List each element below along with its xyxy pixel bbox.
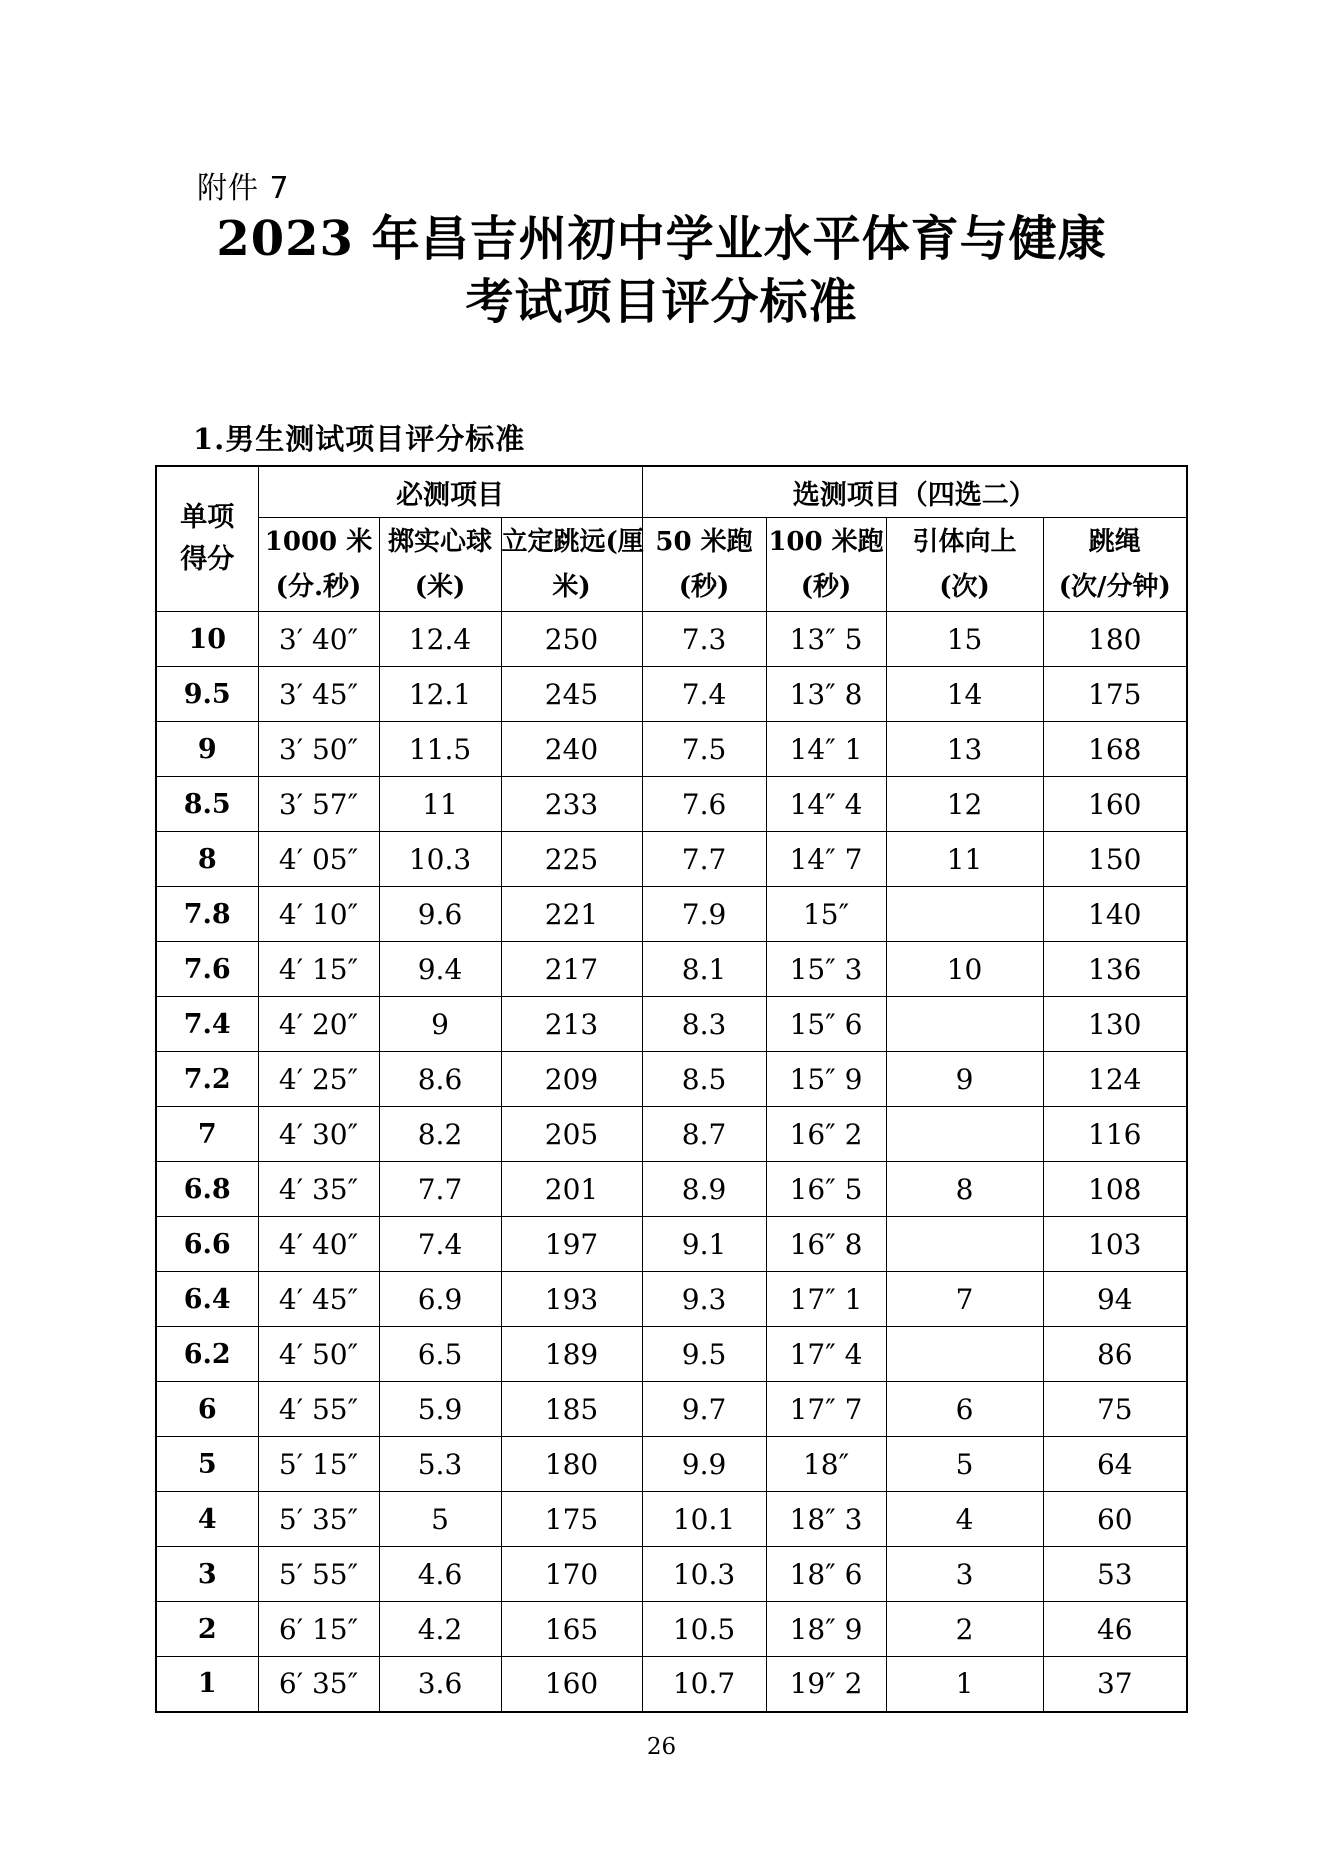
value-cell: 9.7 — [642, 1382, 766, 1437]
value-cell: 240 — [501, 722, 642, 777]
value-cell: 15 — [886, 612, 1043, 667]
table-row-19 — [156, 1602, 1187, 1657]
value-cell: 9.6 — [379, 887, 501, 942]
table-row-13 — [156, 1272, 1187, 1327]
column-unit: 米) — [552, 571, 591, 602]
value-cell: 9.1 — [642, 1217, 766, 1272]
score-cell: 7.2 — [156, 1052, 258, 1107]
value-cell: 37 — [1043, 1657, 1187, 1712]
score-table-body — [156, 612, 1187, 1712]
value-cell: 10.1 — [642, 1492, 766, 1547]
value-cell: 7.5 — [642, 722, 766, 777]
table-row-5 — [156, 832, 1187, 887]
value-cell: 9.9 — [642, 1437, 766, 1492]
value-cell: 7.4 — [642, 667, 766, 722]
value-cell: 19″ 2 — [766, 1657, 886, 1712]
value-cell: 136 — [1043, 942, 1187, 997]
value-cell: 213 — [501, 997, 642, 1052]
value-cell: 13″ 5 — [766, 612, 886, 667]
value-cell: 5.3 — [379, 1437, 501, 1492]
corner-header — [156, 466, 258, 612]
value-cell — [886, 1107, 1043, 1162]
value-cell: 14″ 1 — [766, 722, 886, 777]
table-row-12 — [156, 1217, 1187, 1272]
value-cell: 10 — [886, 942, 1043, 997]
score-cell: 10 — [156, 612, 258, 667]
value-cell: 3′ 50″ — [258, 722, 379, 777]
value-cell: 17″ 1 — [766, 1272, 886, 1327]
value-cell: 16″ 5 — [766, 1162, 886, 1217]
value-cell: 10.7 — [642, 1657, 766, 1712]
value-cell: 8.5 — [642, 1052, 766, 1107]
value-cell: 10.3 — [379, 832, 501, 887]
corner-header-line-1: 单项 — [180, 502, 235, 533]
corner-header-line-2: 得分 — [180, 544, 235, 575]
value-cell: 4′ 05″ — [258, 832, 379, 887]
score-cell: 1 — [156, 1657, 258, 1712]
value-cell — [886, 887, 1043, 942]
value-cell: 175 — [501, 1492, 642, 1547]
score-cell: 6.4 — [156, 1272, 258, 1327]
score-cell: 7.4 — [156, 997, 258, 1052]
value-cell: 165 — [501, 1602, 642, 1657]
value-cell: 221 — [501, 887, 642, 942]
title-line-1: 2023 年昌吉州初中学业水平体育与健康 — [216, 211, 1107, 267]
table-row-20 — [156, 1657, 1187, 1712]
value-cell: 15″ — [766, 887, 886, 942]
value-cell: 15″ 3 — [766, 942, 886, 997]
value-cell: 9 — [886, 1052, 1043, 1107]
table-row-11 — [156, 1162, 1187, 1217]
value-cell: 5.9 — [379, 1382, 501, 1437]
column-header-5 — [766, 518, 886, 612]
column-unit: (次) — [939, 571, 990, 602]
table-row-3 — [156, 722, 1187, 777]
column-unit: (次/分钟) — [1058, 571, 1171, 602]
document-title — [0, 208, 1323, 334]
value-cell: 185 — [501, 1382, 642, 1437]
value-cell: 13 — [886, 722, 1043, 777]
value-cell: 3.6 — [379, 1657, 501, 1712]
value-cell: 250 — [501, 612, 642, 667]
value-cell: 18″ 9 — [766, 1602, 886, 1657]
table-row-18 — [156, 1547, 1187, 1602]
value-cell: 9 — [379, 997, 501, 1052]
column-unit: (米) — [414, 571, 466, 602]
column-header-row — [156, 518, 1187, 612]
value-cell: 217 — [501, 942, 642, 997]
value-cell: 7.7 — [642, 832, 766, 887]
score-cell: 5 — [156, 1437, 258, 1492]
value-cell: 6′ 15″ — [258, 1602, 379, 1657]
column-unit: (分.秒) — [275, 571, 362, 602]
score-cell: 7 — [156, 1107, 258, 1162]
value-cell: 12.1 — [379, 667, 501, 722]
column-label: 100 米跑 — [768, 526, 884, 557]
score-cell: 7.8 — [156, 887, 258, 942]
value-cell: 17″ 4 — [766, 1327, 886, 1382]
value-cell: 94 — [1043, 1272, 1187, 1327]
column-label: 50 米跑 — [655, 526, 753, 557]
attachment-label: 附件 7 — [197, 171, 290, 206]
value-cell: 7.9 — [642, 887, 766, 942]
group-header-optional: 选测项目（四选二） — [642, 466, 1187, 518]
column-unit: (秒) — [800, 571, 852, 602]
value-cell: 11.5 — [379, 722, 501, 777]
page-number: 26 — [646, 1734, 677, 1760]
value-cell: 12.4 — [379, 612, 501, 667]
value-cell: 1 — [886, 1657, 1043, 1712]
column-label: 立定跳远(厘 — [501, 526, 644, 557]
value-cell: 140 — [1043, 887, 1187, 942]
table-row-14 — [156, 1327, 1187, 1382]
value-cell: 5′ 35″ — [258, 1492, 379, 1547]
table-row-1 — [156, 612, 1187, 667]
value-cell: 4′ 30″ — [258, 1107, 379, 1162]
title-line-2: 考试项目评分标准 — [465, 274, 858, 330]
value-cell: 189 — [501, 1327, 642, 1382]
value-cell: 116 — [1043, 1107, 1187, 1162]
value-cell: 5′ 15″ — [258, 1437, 379, 1492]
table-row-4 — [156, 777, 1187, 832]
score-cell: 8.5 — [156, 777, 258, 832]
table-row-9 — [156, 1052, 1187, 1107]
score-cell: 6.6 — [156, 1217, 258, 1272]
value-cell: 11 — [379, 777, 501, 832]
value-cell: 108 — [1043, 1162, 1187, 1217]
value-cell: 201 — [501, 1162, 642, 1217]
value-cell: 13″ 8 — [766, 667, 886, 722]
value-cell: 4′ 35″ — [258, 1162, 379, 1217]
value-cell: 53 — [1043, 1547, 1187, 1602]
value-cell: 4′ 50″ — [258, 1327, 379, 1382]
value-cell: 124 — [1043, 1052, 1187, 1107]
table-row-17 — [156, 1492, 1187, 1547]
value-cell: 170 — [501, 1547, 642, 1602]
value-cell: 8.9 — [642, 1162, 766, 1217]
score-cell: 2 — [156, 1602, 258, 1657]
value-cell: 6.5 — [379, 1327, 501, 1382]
value-cell: 9.5 — [642, 1327, 766, 1382]
value-cell: 46 — [1043, 1602, 1187, 1657]
value-cell: 86 — [1043, 1327, 1187, 1382]
value-cell: 7.3 — [642, 612, 766, 667]
column-header-6 — [886, 518, 1043, 612]
value-cell: 3′ 40″ — [258, 612, 379, 667]
score-cell: 9.5 — [156, 667, 258, 722]
score-cell: 7.6 — [156, 942, 258, 997]
score-cell: 4 — [156, 1492, 258, 1547]
group-header-row — [156, 466, 1187, 518]
column-label: 1000 米 — [264, 526, 373, 557]
column-unit: (秒) — [678, 571, 730, 602]
value-cell — [886, 997, 1043, 1052]
score-cell: 6.8 — [156, 1162, 258, 1217]
value-cell: 3′ 45″ — [258, 667, 379, 722]
column-header-1 — [258, 518, 379, 612]
value-cell: 18″ 3 — [766, 1492, 886, 1547]
value-cell: 130 — [1043, 997, 1187, 1052]
value-cell: 4′ 40″ — [258, 1217, 379, 1272]
score-cell: 9 — [156, 722, 258, 777]
value-cell: 15″ 6 — [766, 997, 886, 1052]
column-label: 掷实心球 — [387, 526, 492, 557]
value-cell: 209 — [501, 1052, 642, 1107]
value-cell: 9.4 — [379, 942, 501, 997]
table-row-7 — [156, 942, 1187, 997]
value-cell — [886, 1327, 1043, 1382]
value-cell: 4′ 15″ — [258, 942, 379, 997]
value-cell: 4′ 20″ — [258, 997, 379, 1052]
value-cell: 5 — [886, 1437, 1043, 1492]
value-cell: 14″ 7 — [766, 832, 886, 887]
value-cell: 197 — [501, 1217, 642, 1272]
score-cell: 3 — [156, 1547, 258, 1602]
value-cell: 168 — [1043, 722, 1187, 777]
column-header-2 — [379, 518, 501, 612]
value-cell: 14 — [886, 667, 1043, 722]
table-row-2 — [156, 667, 1187, 722]
table-row-10 — [156, 1107, 1187, 1162]
column-header-3 — [501, 518, 642, 612]
value-cell: 4.6 — [379, 1547, 501, 1602]
value-cell: 4′ 10″ — [258, 887, 379, 942]
value-cell: 7 — [886, 1272, 1043, 1327]
column-header-4 — [642, 518, 766, 612]
value-cell: 16″ 8 — [766, 1217, 886, 1272]
value-cell: 4′ 45″ — [258, 1272, 379, 1327]
value-cell: 17″ 7 — [766, 1382, 886, 1437]
value-cell: 4.2 — [379, 1602, 501, 1657]
section-heading: 1.男生测试项目评分标准 — [193, 422, 526, 456]
value-cell: 103 — [1043, 1217, 1187, 1272]
value-cell: 205 — [501, 1107, 642, 1162]
value-cell: 160 — [1043, 777, 1187, 832]
value-cell: 2 — [886, 1602, 1043, 1657]
value-cell: 75 — [1043, 1382, 1187, 1437]
score-cell: 8 — [156, 832, 258, 887]
value-cell: 4 — [886, 1492, 1043, 1547]
value-cell: 233 — [501, 777, 642, 832]
value-cell: 4′ 55″ — [258, 1382, 379, 1437]
value-cell: 10.3 — [642, 1547, 766, 1602]
value-cell — [886, 1217, 1043, 1272]
value-cell: 8.2 — [379, 1107, 501, 1162]
value-cell: 5 — [379, 1492, 501, 1547]
table-row-6 — [156, 887, 1187, 942]
value-cell: 245 — [501, 667, 642, 722]
score-cell: 6.2 — [156, 1327, 258, 1382]
value-cell: 193 — [501, 1272, 642, 1327]
value-cell: 3′ 57″ — [258, 777, 379, 832]
value-cell: 16″ 2 — [766, 1107, 886, 1162]
value-cell: 175 — [1043, 667, 1187, 722]
table-row-15 — [156, 1382, 1187, 1437]
value-cell: 8.6 — [379, 1052, 501, 1107]
value-cell: 9.3 — [642, 1272, 766, 1327]
value-cell: 6 — [886, 1382, 1043, 1437]
value-cell: 18″ 6 — [766, 1547, 886, 1602]
value-cell: 60 — [1043, 1492, 1187, 1547]
value-cell: 15″ 9 — [766, 1052, 886, 1107]
value-cell: 12 — [886, 777, 1043, 832]
value-cell: 6′ 35″ — [258, 1657, 379, 1712]
value-cell: 14″ 4 — [766, 777, 886, 832]
value-cell: 4′ 25″ — [258, 1052, 379, 1107]
value-cell: 8.7 — [642, 1107, 766, 1162]
value-cell: 64 — [1043, 1437, 1187, 1492]
value-cell: 10.5 — [642, 1602, 766, 1657]
column-label: 引体向上 — [912, 526, 1017, 557]
value-cell: 7.4 — [379, 1217, 501, 1272]
value-cell: 7.7 — [379, 1162, 501, 1217]
group-header-required: 必测项目 — [258, 466, 642, 518]
value-cell: 8.1 — [642, 942, 766, 997]
value-cell: 150 — [1043, 832, 1187, 887]
value-cell: 5′ 55″ — [258, 1547, 379, 1602]
value-cell: 3 — [886, 1547, 1043, 1602]
value-cell: 18″ — [766, 1437, 886, 1492]
value-cell: 8 — [886, 1162, 1043, 1217]
value-cell: 8.3 — [642, 997, 766, 1052]
value-cell: 160 — [501, 1657, 642, 1712]
value-cell: 7.6 — [642, 777, 766, 832]
value-cell: 6.9 — [379, 1272, 501, 1327]
column-label: 跳绳 — [1088, 526, 1141, 557]
value-cell: 180 — [501, 1437, 642, 1492]
value-cell: 180 — [1043, 612, 1187, 667]
score-cell: 6 — [156, 1382, 258, 1437]
value-cell: 11 — [886, 832, 1043, 887]
value-cell: 225 — [501, 832, 642, 887]
boys-score-table — [155, 465, 1188, 1713]
table-row-8 — [156, 997, 1187, 1052]
column-header-7 — [1043, 518, 1187, 612]
table-row-16 — [156, 1437, 1187, 1492]
